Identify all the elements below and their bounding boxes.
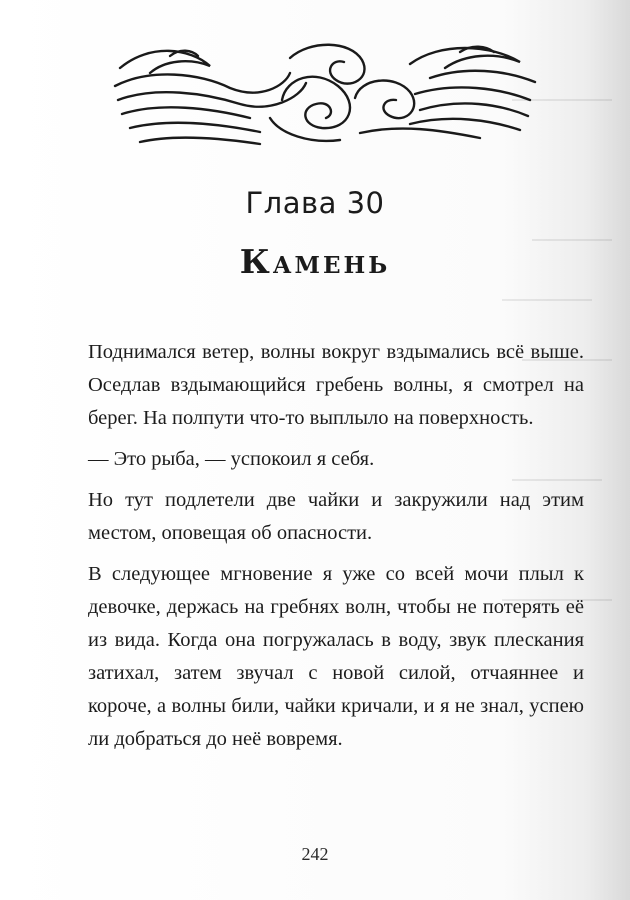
page-number: 242: [301, 844, 329, 864]
paragraph: — Это рыба, — успокоил я себя.: [88, 448, 375, 470]
paragraph: В следующее мгновение я уже со всей мочи плыл к девочке, держась на гребнях волн, чтобы не потерять её из вида. Когда она погружалась в воду, звук плескания затихал, затем звучал с новой силой, отчаяннее и короче, а волны били, чайки кричали, и я не знал, успею ли добраться до неё вовремя.: [88, 563, 584, 750]
chapter-body: [88, 336, 584, 764]
chapter-title: Камень: [239, 242, 391, 281]
paragraph: Поднимался ветер, волны вокруг вздымались всё выше. Оседлав вздымающийся гребень волны, я смотрел на берег. На полпути что-то выплыло на поверхность.: [88, 341, 584, 429]
waves-ornament-icon: [110, 38, 540, 148]
chapter-number: Глава 30: [245, 186, 385, 220]
paragraph: Но тут подлетели две чайки и закружили над этим местом, оповещая об опасности.: [88, 489, 584, 544]
